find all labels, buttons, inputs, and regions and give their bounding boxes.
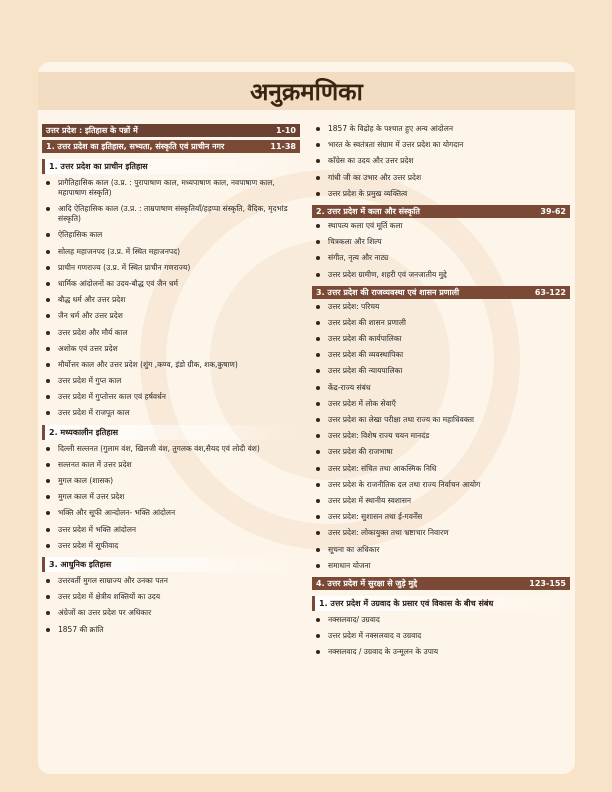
toc-section-pages: 63-122 [534,287,566,297]
list-item[interactable]: ऐतिहासिक काल [42,230,300,240]
list-item[interactable]: उत्तर प्रदेश: विशेष राज्य चयन मानदंड [312,431,570,441]
toc-section-label: 4. उत्तर प्रदेश में सुरक्षा से जुड़े मुद्दे [316,578,418,588]
toc-subsection-ancient[interactable]: 1. उत्तर प्रदेश का प्राचीन इतिहास [42,159,300,174]
list-item[interactable]: उत्तर प्रदेश की व्यवस्थापिका [312,350,570,360]
list-item[interactable]: दिल्ली सल्तनत (गुलाम वंश, खिलजी वंश, तुगलक वंश,सैयद एवं लोदी वंश) [42,444,300,454]
list-item[interactable]: प्रागैतिहासिक काल (उ.प्र. : पुरापाषाण काल, मध्यपाषाण काल, नवपाषाण काल, महापाषाण संस्कृति) [42,178,300,198]
list-item[interactable]: जैन धर्म और उत्तर प्रदेश [42,311,300,321]
list-item[interactable]: मौर्योत्तर काल और उत्तर प्रदेश (शुंग ,कण्व, इंडो ग्रीक, शक,कुषाण) [42,360,300,370]
toc-subsection-extremism[interactable]: 1. उत्तर प्रदेश में उग्रवाद के प्रसार एवं विकास के बीच संबंध [312,596,570,611]
list-item[interactable]: उत्तर प्रदेश में सूफीवाद [42,541,300,551]
toc-entry-intro[interactable] [42,124,300,137]
toc-section-3[interactable] [312,286,570,299]
list-item[interactable]: उत्तर प्रदेश ग्रामीण, शहरी एवं जनजातीय मुद्दे [312,270,570,280]
list-item[interactable]: स्थापत्य कला एवं मूर्ति कला [312,221,570,231]
list-item[interactable]: नक्सलवाद / उग्रवाद के उन्मूलन के उपाय [312,647,570,657]
list-item[interactable]: अंग्रेजों का उत्तर प्रदेश पर अधिकार [42,608,300,618]
list-item[interactable]: नक्सलवाद/ उग्रवाद [312,615,570,625]
list-item[interactable]: उत्तर प्रदेश में गुप्तोत्तर काल एवं हर्षवर्धन [42,392,300,402]
list-item[interactable]: उत्तर प्रदेश में स्थानीय स्वशासन [312,496,570,506]
toc-section-pages: 39-62 [540,206,566,216]
toc-section-label: 1. उत्तर प्रदेश का इतिहास, सभ्यता, संस्कृति एवं प्राचीन नगर [46,142,225,151]
title-band [38,72,575,110]
list-item[interactable]: केंद्र-राज्य संबंध [312,383,570,393]
list-item[interactable]: उत्तर प्रदेश के प्रमुख व्यक्तित्व [312,189,570,199]
toc-entry-label: उत्तर प्रदेश : इतिहास के पन्नों में [46,126,138,135]
toc-section-label: 3. उत्तर प्रदेश की राजव्यवस्था एवं शासन प्रणाली [316,287,460,297]
list-item[interactable]: सल्तनत काल में उत्तर प्रदेश [42,460,300,470]
toc-section-4[interactable] [312,577,570,590]
list-item[interactable]: उत्तर प्रदेश में भक्ति आंदोलन [42,525,300,535]
list-item[interactable]: उत्तर प्रदेश की शासन प्रणाली [312,318,570,328]
toc-subsection-medieval[interactable]: 2. मध्यकालीन इतिहास [42,425,300,440]
list-item[interactable]: उत्तर प्रदेश के राजनीतिक दल तथा राज्य निर्वाचन आयोग [312,480,570,490]
toc-section-pages: 11-38 [270,142,296,151]
list-item[interactable]: अशोक एवं उत्तर प्रदेश [42,344,300,354]
list-item[interactable]: 1857 के विद्रोह के पश्चात हुए अन्य आंदोलन [312,124,570,134]
list-ancient [42,178,300,418]
list-item[interactable]: 1857 की क्रांति [42,625,300,635]
list-item[interactable]: उत्तर प्रदेश में क्षेत्रीय शक्तियों का उदय [42,592,300,602]
list-item[interactable]: उत्तर प्रदेश: लोकायुक्त तथा भ्रष्टाचार निवारण [312,528,570,538]
page-title: अनुक्रमणिका [250,77,363,106]
list-item[interactable]: धार्मिक आंदोलनों का उदय-बौद्ध एवं जैन धर्म [42,279,300,289]
list-item[interactable]: कॉंग्रेस का उदय और उत्तर प्रदेश [312,156,570,166]
list-item[interactable]: गांधी जी का उभार और उत्तर प्रदेश [312,173,570,183]
toc-section-2[interactable] [312,205,570,218]
left-column [42,124,300,641]
list-item[interactable]: संगीत, नृत्य और नाट्य [312,253,570,263]
list-item[interactable]: उत्तर प्रदेश और मौर्य काल [42,328,300,338]
list-item[interactable]: उत्तर प्रदेश में लोक सेवाएँ [312,399,570,409]
toc-entry-pages: 1-10 [275,126,296,135]
list-item[interactable]: उत्तरवर्ती मुगल साम्राज्य और उनका पतन [42,576,300,586]
list-item[interactable]: उत्तर प्रदेश में नक्सलवाद व उग्रवाद [312,631,570,641]
list-item[interactable]: सूचना का अधिकार [312,545,570,555]
list-item[interactable]: समाधान योजना [312,561,570,571]
list-item[interactable]: उत्तर प्रदेश: सुशासन तथा ई-गवर्नेंस [312,512,570,522]
toc-section-label: 2. उत्तर प्रदेश में कला और संस्कृति [316,206,420,216]
list-modern-continued [312,124,570,199]
list-item[interactable]: बौद्ध धर्म और उत्तर प्रदेश [42,295,300,305]
list-item[interactable]: भारत के स्वतंत्रता संग्राम में उत्तर प्रदेश का योगदान [312,140,570,150]
right-column [312,124,570,663]
list-item[interactable]: उत्तर प्रदेश की कार्यपालिका [312,334,570,344]
list-item[interactable]: उत्तर प्रदेश की न्यायपालिका [312,366,570,376]
list-extremism [312,615,570,657]
list-item[interactable]: उत्तर प्रदेश में राजपूत काल [42,408,300,418]
list-item[interactable]: उत्तर प्रदेश: परिचय [312,302,570,312]
list-art-culture [312,221,570,280]
list-medieval [42,444,300,551]
toc-subsection-modern[interactable]: 3. आधुनिक इतिहास [42,557,300,572]
list-item[interactable]: मुगल काल (शासक) [42,476,300,486]
toc-section-1[interactable] [42,140,300,153]
list-item[interactable]: उत्तर प्रदेश: संचित तथा आकस्मिक निधि [312,464,570,474]
list-item[interactable]: आदि ऐतिहासिक काल (उ.प्र. : ताम्रपाषाण संस्कृतियाँ/हड़प्पा संस्कृति, वैदिक, मृदभांड संस्कृति) [42,204,300,224]
toc-section-pages: 123-155 [529,578,566,588]
list-item[interactable]: उत्तर प्रदेश में गुप्त काल [42,376,300,386]
list-item[interactable]: उत्तर प्रदेश का लेखा परीक्षा तथा राज्य का महाधिवक्ता [312,415,570,425]
list-modern [42,576,300,635]
list-item[interactable]: चित्रकला और शिल्प [312,237,570,247]
list-item[interactable]: सोलह महाजनपद (उ.प्र. में स्थित महाजनपद) [42,247,300,257]
list-polity [312,302,570,571]
list-item[interactable]: मुगल काल में उत्तर प्रदेश [42,492,300,502]
list-item[interactable]: प्राचीन गणराज्य (उ.प्र. में स्थित प्राचीन गणराज्य) [42,263,300,273]
list-item[interactable]: भक्ति और सूफी आन्दोलन- भक्ति आंदोलन [42,508,300,518]
list-item[interactable]: उत्तर प्रदेश की राजभाषा [312,447,570,457]
